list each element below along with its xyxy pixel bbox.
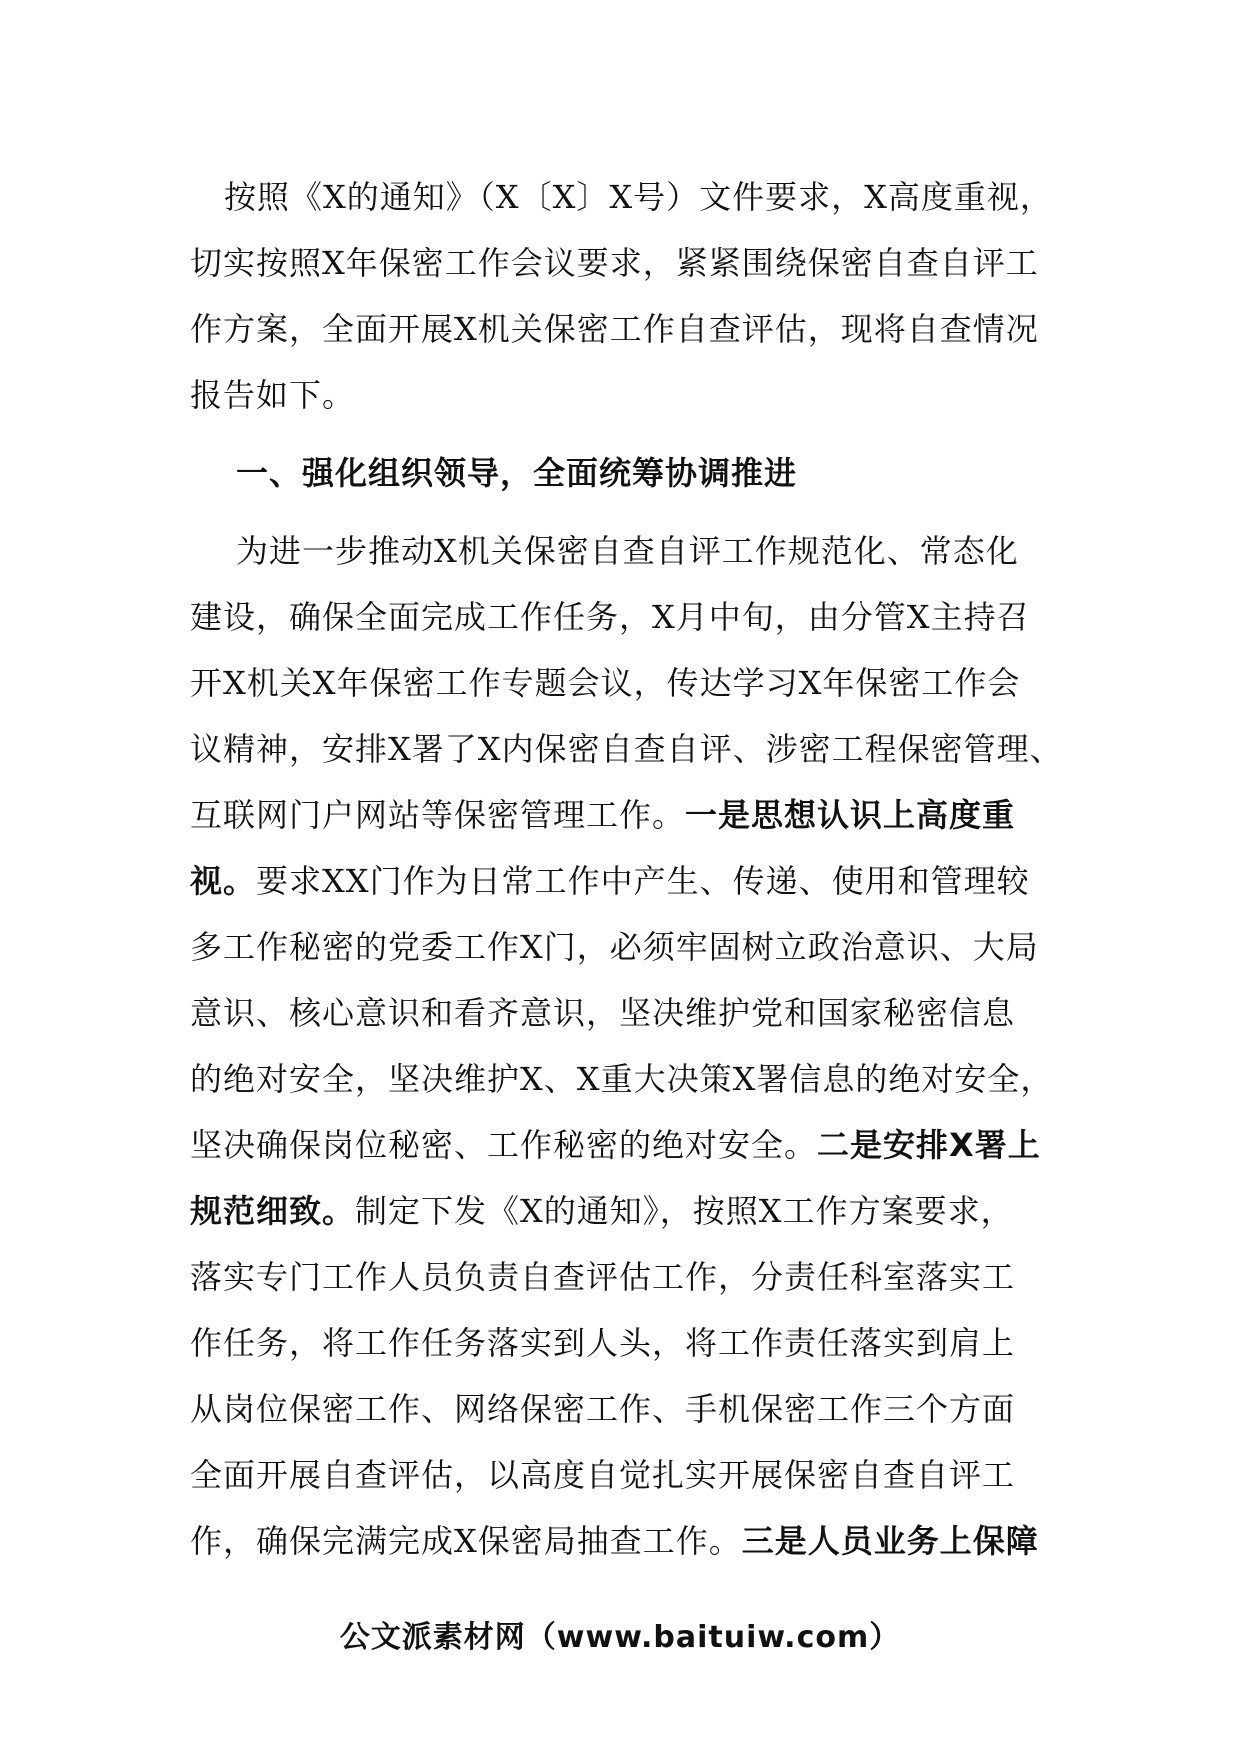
para-line-6: [190, 848, 1060, 914]
para-line-2: 建设，确保全面完成工作任务，X月中旬，由分管X主持召: [190, 598, 1030, 636]
para-line-12: 落实专门工作人员负责自查评估工作，分责任科室落实工: [190, 1258, 1016, 1296]
para-line-15: 全面开展自查评估，以高度自觉扎实开展保密自查自评工: [190, 1456, 1016, 1494]
para-line-3: 开X机关X年保密工作专题会议，传达学习X年保密工作会: [190, 664, 1021, 702]
para-line-5: [190, 782, 1060, 848]
para-line-10: [190, 1112, 1060, 1178]
point-three-title: 三是人员业务上保障: [741, 1522, 1039, 1560]
para-line-5-text: 互联网门户网站等保密管理工作。: [190, 796, 686, 834]
para-line-7: 多工作秘密的党委工作X门，必须牢固树立政治意识、大局: [190, 928, 1039, 966]
section-heading: 一、强化组织领导，全面统筹协调推进: [236, 454, 798, 492]
para-line-1: 为进一步推动X机关保密自查自评工作规范化、常态化: [236, 532, 1019, 570]
document-body: [190, 164, 1063, 1574]
para-line-13: 作任务，将工作任务落实到人头，将工作责任落实到肩上: [190, 1324, 1016, 1362]
intro-line-4: 报告如下。: [190, 376, 356, 414]
intro-line-1: 按照《X的通知》（X〔X〕X号）文件要求，X高度重视，: [224, 178, 1053, 216]
para-line-9: 的绝对安全，坚决维护X、X重大决策X署信息的绝对安全，: [190, 1060, 1054, 1098]
point-one-title-end: 视。: [190, 862, 257, 900]
para-line-16: [190, 1508, 1060, 1574]
para-line-11: [190, 1178, 1060, 1244]
para-line-8: 意识、核心意识和看齐意识，坚决维护党和国家秘密信息: [190, 994, 1016, 1032]
para-line-10-text: 坚决确保岗位秘密、工作秘密的绝对安全。: [190, 1126, 818, 1164]
para-line-11-text: 制定下发《X的通知》，按照X工作方案要求，: [355, 1192, 1014, 1230]
para-line-4: 议精神，安排X署了X内保密自查自评、涉密工程保密管理、: [190, 730, 1063, 768]
intro-line-3: 作方案，全面开展X机关保密工作自查评估，现将自查情况: [190, 310, 1039, 348]
footer-source: 公文派素材网（www.baituiw.com）: [339, 1620, 901, 1655]
point-one-title: 一是思想认识上高度重: [685, 796, 1016, 834]
para-line-16-text: 作，确保完满完成X保密局抽查工作。: [190, 1522, 742, 1560]
para-line-6-text: 要求XX门作为日常工作中产生、传递、使用和管理较: [256, 862, 1030, 900]
intro-line-2: 切实按照X年保密工作会议要求，紧紧围绕保密自查自评工: [190, 244, 1039, 282]
point-two-title: 二是安排X署上: [817, 1126, 1041, 1164]
para-line-14: 从岗位保密工作、网络保密工作、手机保密工作三个方面: [190, 1390, 1016, 1428]
point-two-title-end: 规范细致。: [190, 1192, 356, 1230]
